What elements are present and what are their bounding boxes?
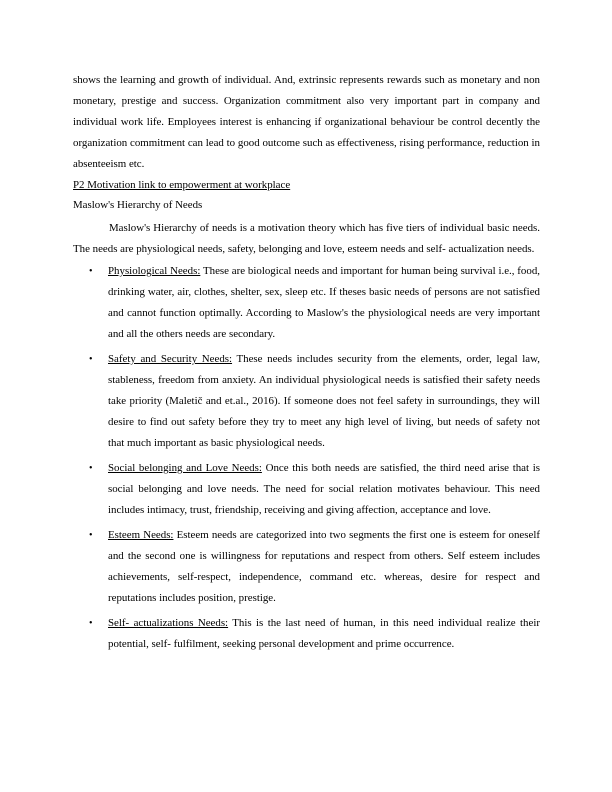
list-item <box>73 261 540 345</box>
need-title: Esteem Needs: <box>108 529 174 541</box>
needs-list <box>73 261 540 655</box>
bullet-icon: • <box>89 618 93 629</box>
list-item <box>73 349 540 454</box>
bullet-icon: • <box>89 530 93 541</box>
list-item <box>73 525 540 609</box>
need-text: These needs includes security from the elements, order, legal law, stableness, freedom from anxiety. An individual physiological needs is satisfied their safety needs take priority (Maletič and et.al., 2016). If someone does not feel safety in surroundings, they will desire to find out safety before they try to meet any high level of living, but needs of safety not that much important as basic physiological needs. <box>108 353 541 449</box>
list-item <box>73 613 540 655</box>
need-title: Safety and Security Needs: <box>108 353 233 365</box>
list-item <box>73 458 540 521</box>
need-text: This is the last need of human, in this need individual realize their potential, self- fulfilment, seeking personal development and prime occurrence. <box>108 617 540 650</box>
need-text: These are biological needs and important for human being survival i.e., food, drinking water, air, clothes, shelter, sex, sleep etc. If theses basic needs of persons are not satisfied and cannot function optimally. According to Maslow's the physiological needs are very important and all the others needs are secondary. <box>108 265 540 340</box>
need-text: Once this both needs are satisfied, the third need arise that is social belonging and love needs. The need for social relation motivates behaviour. This need includes intimacy, trust, friendship, receiving and giving affection, acceptance and love. <box>108 462 540 516</box>
subheading: Maslow's Hierarchy of Needs <box>73 199 203 211</box>
bullet-icon: • <box>89 266 93 277</box>
bullet-icon: • <box>89 463 93 474</box>
intro-paragraph: Maslow's Hierarchy of needs is a motivation theory which has five tiers of individual basic needs. The needs are physiological needs, safety, belonging and love, esteem needs and self- actualization needs. <box>73 222 540 255</box>
need-text: Esteem needs are categorized into two segments the first one is esteem for oneself and the second one is willingness for reputations and respect from others. Self esteem includes achievements, self-respect, independence, command etc. whereas, desire for respect and reputations includes position, prestige. <box>108 529 540 604</box>
need-title: Physiological Needs: <box>108 265 201 277</box>
bullet-icon: • <box>89 354 93 365</box>
opening-paragraph: shows the learning and growth of individual. And, extrinsic represents rewards such as monetary and non monetary, prestige and success. Organization commitment also very important part in company and individual work life. Employees interest is enhancing if organizational behaviour be control decently the organization commitment can lead to good outcome such as effectiveness, rising performance, reduction in absenteeism etc. <box>73 74 540 170</box>
page-content <box>73 70 540 659</box>
need-title: Self- actualizations Needs: <box>108 617 229 629</box>
section-heading: P2 Motivation link to empowerment at workplace <box>73 179 291 191</box>
need-title: Social belonging and Love Needs: <box>108 462 262 474</box>
